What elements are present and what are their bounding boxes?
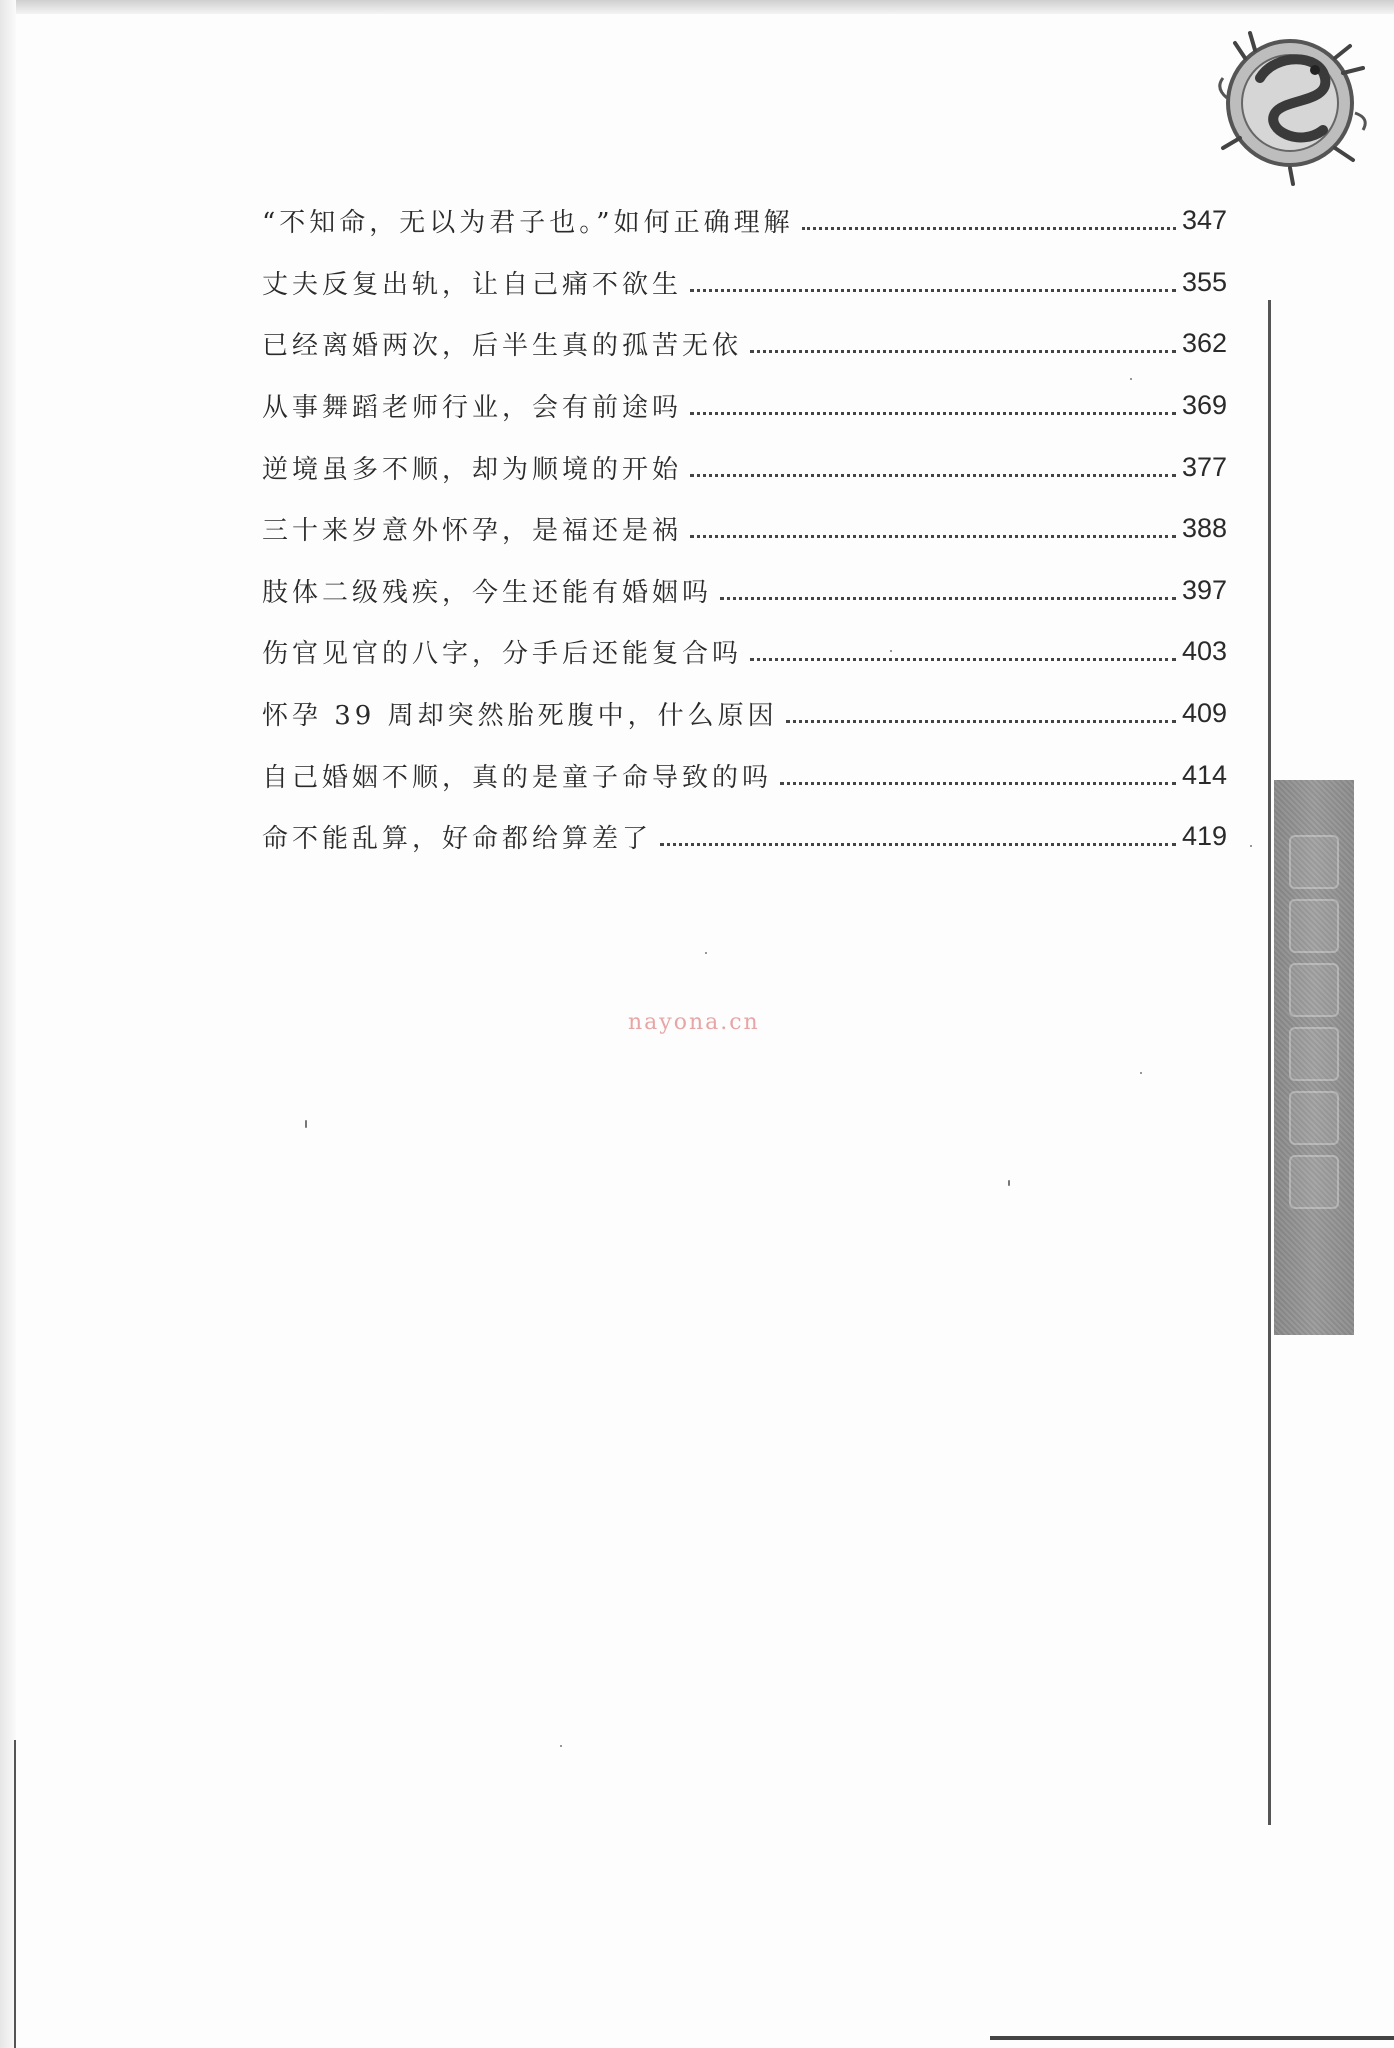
side-tab-seal-glyphs bbox=[1274, 835, 1354, 1209]
margin-rule bbox=[1268, 300, 1271, 1825]
toc-entry-page: 347 bbox=[1181, 205, 1227, 236]
toc-leader-dots bbox=[690, 535, 1176, 538]
scan-speck bbox=[305, 1120, 307, 1128]
toc-entry-page: 377 bbox=[1181, 451, 1227, 482]
toc-entry-title: 命不能乱算，好命都给算差了 bbox=[262, 824, 653, 855]
toc-leader-dots bbox=[660, 843, 1176, 846]
toc-entry[interactable] bbox=[262, 683, 1227, 745]
dragon-emblem-icon bbox=[1205, 18, 1375, 188]
chapter-side-tab bbox=[1274, 780, 1354, 1335]
toc-entry[interactable] bbox=[262, 806, 1227, 868]
toc-entry[interactable] bbox=[262, 436, 1227, 498]
seal-glyph-icon bbox=[1289, 1091, 1339, 1145]
toc-entry[interactable] bbox=[262, 375, 1227, 437]
toc-entry-title: 怀孕 39 周却突然胎死腹中，什么原因 bbox=[262, 701, 778, 732]
toc-entry-title: 逆境虽多不顺，却为顺境的开始 bbox=[262, 454, 683, 485]
toc-entry-page: 419 bbox=[1181, 821, 1227, 852]
toc-leader-dots bbox=[690, 474, 1176, 477]
watermark-text: nayona.cn bbox=[628, 1010, 760, 1035]
toc-entry-title: 已经离婚两次，后半生真的孤苦无依 bbox=[262, 331, 743, 362]
page-top-edge bbox=[0, 0, 1394, 14]
seal-glyph-icon bbox=[1289, 1155, 1339, 1209]
toc-entry-title: 肢体二级残疾，今生还能有婚姻吗 bbox=[262, 577, 713, 608]
toc-entry-page: 397 bbox=[1181, 574, 1227, 605]
toc-entry[interactable] bbox=[262, 560, 1227, 622]
toc-entry-page: 414 bbox=[1181, 759, 1227, 790]
toc-entry[interactable] bbox=[262, 313, 1227, 375]
scan-speck bbox=[560, 1745, 562, 1747]
toc-entry-title: “不知命，无以为君子也。”如何正确理解 bbox=[262, 208, 794, 239]
toc-entry-page: 403 bbox=[1181, 636, 1227, 667]
toc-leader-dots bbox=[750, 658, 1176, 661]
seal-glyph-icon bbox=[1289, 835, 1339, 889]
toc-entry[interactable] bbox=[262, 498, 1227, 560]
toc-entry-title: 自己婚姻不顺，真的是童子命导致的吗 bbox=[262, 762, 773, 793]
seal-glyph-icon bbox=[1289, 899, 1339, 953]
toc-entry[interactable] bbox=[262, 621, 1227, 683]
toc-leader-dots bbox=[690, 289, 1176, 292]
toc-leader-dots bbox=[786, 720, 1176, 723]
toc-entry-title: 丈夫反复出轨，让自己痛不欲生 bbox=[262, 269, 683, 300]
scan-speck bbox=[705, 952, 707, 954]
toc-leader-dots bbox=[780, 782, 1176, 785]
toc-entry-page: 369 bbox=[1181, 390, 1227, 421]
toc-entry-title: 三十来岁意外怀孕，是福还是祸 bbox=[262, 516, 683, 547]
toc-entry-page: 388 bbox=[1181, 513, 1227, 544]
toc-entry[interactable] bbox=[262, 744, 1227, 806]
toc-entry-title: 伤官见官的八字，分手后还能复合吗 bbox=[262, 639, 743, 670]
toc-leader-dots bbox=[690, 412, 1176, 415]
page-bottom-line bbox=[990, 2036, 1394, 2040]
toc-entry-page: 409 bbox=[1181, 698, 1227, 729]
seal-glyph-icon bbox=[1289, 1027, 1339, 1081]
toc-leader-dots bbox=[802, 227, 1176, 230]
toc-entry-page: 362 bbox=[1181, 328, 1227, 359]
scan-speck bbox=[1130, 378, 1132, 380]
scan-speck bbox=[890, 650, 892, 652]
toc-entry-title: 从事舞蹈老师行业，会有前途吗 bbox=[262, 393, 683, 424]
binding-shadow-line bbox=[14, 1740, 16, 2048]
seal-glyph-icon bbox=[1289, 963, 1339, 1017]
scan-speck bbox=[1250, 845, 1252, 847]
scan-speck bbox=[1140, 1072, 1142, 1074]
toc-leader-dots bbox=[720, 597, 1176, 600]
scan-speck bbox=[1008, 1180, 1010, 1186]
toc-entry[interactable] bbox=[262, 190, 1227, 252]
toc-entry-page: 355 bbox=[1181, 266, 1227, 297]
toc-leader-dots bbox=[750, 350, 1176, 353]
table-of-contents bbox=[262, 190, 1227, 868]
toc-entry[interactable] bbox=[262, 252, 1227, 314]
